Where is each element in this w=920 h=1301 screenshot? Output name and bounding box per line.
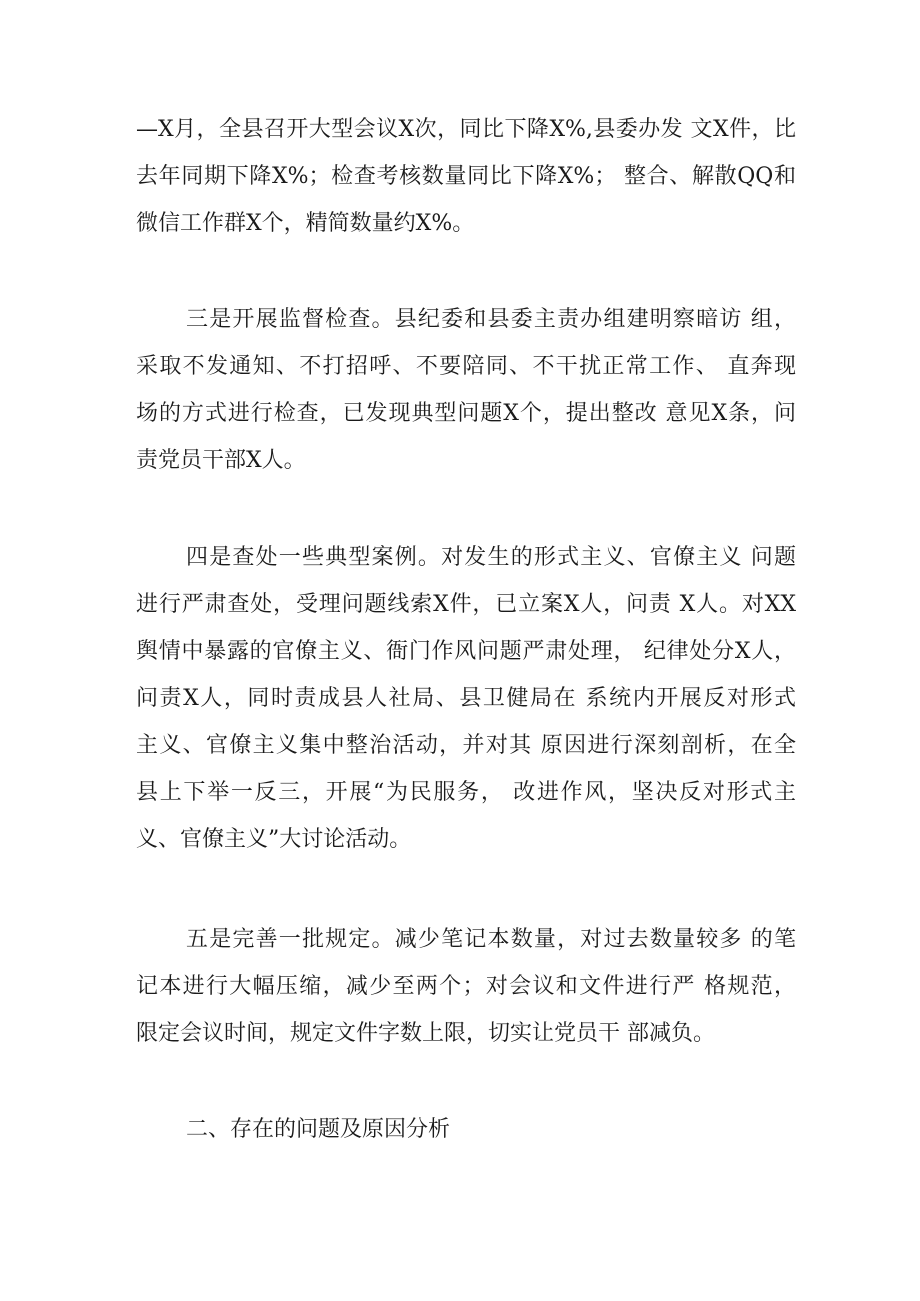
paragraph-line: 进行严肃查处，受理问题线索X件，已立案X人，问责 X人。对XX: [136, 592, 796, 617]
paragraph-line: 采取不发通知、不打招呼、不要陪同、不干扰正常工作、 直奔现: [136, 354, 796, 379]
paragraph-line: 四是查处一些典型案例。对发生的形式主义、官僚主义 问题: [186, 545, 796, 570]
paragraph-cases: [136, 534, 796, 863]
paragraph-line: 问责X人，同时责成县人社局、县卫健局在 系统内开展反对形式: [136, 686, 796, 711]
section-heading: [136, 1106, 796, 1153]
paragraph-line: 主义、官僚主义集中整治活动，并对其 原因进行深刻剖析，在全: [136, 733, 796, 758]
paragraph-line: 去年同期下降X%；检查考核数量同比下降X%； 整合、解散QQ和: [136, 164, 796, 189]
paragraph-meeting-stats: [136, 106, 796, 247]
paragraph-line: 场的方式进行检查，已发现典型问题X个，提出整改 意见X条，问: [136, 401, 796, 426]
paragraph-line: 舆情中暴露的官僚主义、衙门作风问题严肃处理， 纪律处分X人，: [136, 639, 796, 664]
paragraph-line: 记本进行大幅压缩，减少至两个；对会议和文件进行严 格规范，: [136, 974, 796, 999]
paragraph-line: 五是完善一批规定。减少笔记本数量，对过去数量较多 的笔: [186, 927, 796, 952]
section-heading-text: 二、存在的问题及原因分析: [186, 1117, 451, 1142]
paragraph-line: 义、官僚主义”大讨论活动。: [136, 827, 412, 852]
paragraph-regulations: [136, 916, 796, 1057]
paragraph-line: —X月，全县召开大型会议X次，同比下降X%,县委办发 文X件，比: [136, 117, 796, 142]
paragraph-line: 三是开展监督检查。县纪委和县委主责办组建明察暗访 组，: [186, 307, 796, 332]
paragraph-line: 微信工作群X个，精简数量约X%。: [136, 211, 475, 236]
paragraph-line: 限定会议时间，规定文件字数上限，切实让党员干 部减负。: [136, 1021, 715, 1046]
paragraph-line: 责党员干部X人。: [136, 448, 306, 473]
paragraph-line: 县上下举一反三，开展“为民服务， 改进作风，坚决反对形式主: [136, 780, 796, 805]
paragraph-supervision: [136, 296, 796, 484]
